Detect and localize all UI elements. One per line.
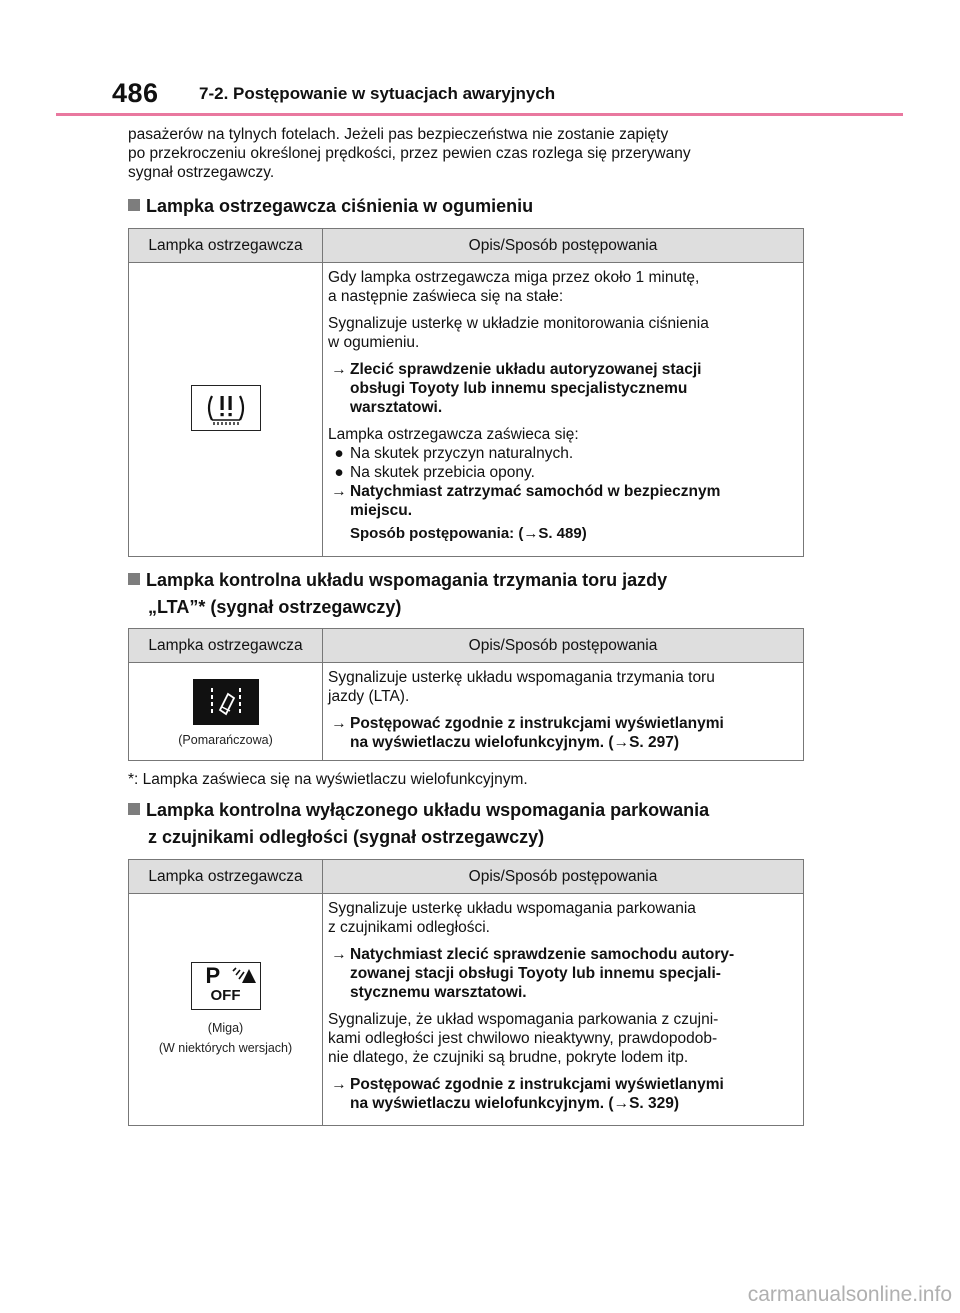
section-heading-parking-sensor: Lampka kontrolna wyłączonego układu wspomagania parkowania z czujnikami odległości (sygnał ostrzegawczy) [128,797,709,851]
arrow-right-icon: → [331,361,347,378]
column-header-description: Opis/Sposób postępowania [323,229,804,263]
description-text: Sygnalizuje usterkę układu wspomagania trzymania toru jazdy (LTA). [328,669,715,705]
section-heading-tire-pressure: Lampka ostrzegawcza ciśnienia w ogumieniu [128,193,533,220]
column-header-lamp: Lampka ostrzegawcza [129,629,323,663]
square-bullet-icon [128,199,140,211]
page-reference: Sposób postępowania: (→S. 489) [350,525,587,542]
arrow-right-icon: → [613,1095,630,1112]
description-cell [323,263,804,557]
action-instruction: → Natychmiast zatrzymać samochód w bezpiecznym miejscu. [328,482,795,520]
action-instruction: → Postępować zgodnie z instrukcjami wyświetlanymi na wyświetlaczu wielofunkcyjnym. (→S. 297) [328,714,795,752]
footnote: *: Lampka zaświeca się na wyświetlaczu wielofunkcyjnym. [128,771,528,788]
arrow-right-icon: → [523,525,539,542]
tire-pressure-warning-icon [191,385,261,431]
arrow-right-icon: → [331,715,347,732]
description-text: Sygnalizuje usterkę układu wspomagania parkowania z czujnikami odległości. [328,900,696,936]
lamp-caption: (W niektórych wersjach) [158,1041,293,1055]
column-header-description: Opis/Sposób postępowania [323,629,804,663]
lane-tracing-assist-icon [193,679,259,725]
chapter-title: 7-2. Postępowanie w sytuacjach awaryjnych [199,84,556,103]
header-rule [56,113,903,116]
square-bullet-icon [128,573,140,585]
parking-letter: P [205,963,221,988]
description-text: Sygnalizuje usterkę w układzie monitorowania ciśnienia w ogumieniu. [328,315,709,351]
description-cell [323,663,804,761]
list-item: ● Na skutek przyczyn naturalnych. [328,444,795,463]
list-item: ● Na skutek przebicia opony. [328,463,795,482]
page-number: 486 [112,78,159,108]
off-label: OFF [210,987,241,1004]
intro-paragraph: pasażerów na tylnych fotelach. Jeżeli pas bezpieczeństwa nie zostanie zapięty po przekroczeniu określonej prędkości, przez pewien czas rozlega się przerywany sygnał ostrzegawczy. [128,126,691,181]
parking-sensor-table [128,859,804,1126]
section-heading-lta: Lampka kontrolna układu wspomagania trzymania toru jazdy „LTA”* (sygnał ostrzegawczy) [128,567,667,621]
description-text: Lampka ostrzegawcza zaświeca się: [328,426,579,443]
lamp-caption: (Miga) [207,1021,244,1035]
arrow-right-icon: → [331,946,347,963]
square-bullet-icon [128,803,140,815]
lta-table [128,628,804,761]
lamp-cell [129,663,323,761]
lamp-cell [129,894,323,1126]
description-text: Gdy lampka ostrzegawcza miga przez około 1 minutę, a następnie zaświeca się na stałe: [328,269,700,305]
action-instruction: → Zlecić sprawdzenie układu autoryzowanej stacji obsługi Toyoty lub innemu specjalistycznemu warsztatowi. [328,360,795,417]
action-instruction: → Natychmiast zlecić sprawdzenie samochodu autory- zowanej stacji obsługi Toyoty lub innemu specjali- stycznemu warsztatowi. [328,945,795,1002]
column-header-description: Opis/Sposób postępowania [323,860,804,894]
lamp-cell [129,263,323,557]
bullet-icon: ● [334,445,344,462]
lamp-caption: (Pomarańczowa) [178,732,273,747]
arrow-right-icon: → [331,1076,347,1093]
page-header [0,0,960,118]
column-header-lamp: Lampka ostrzegawcza [129,229,323,263]
action-instruction: → Postępować zgodnie z instrukcjami wyświetlanymi na wyświetlaczu wielofunkcyjnym. (→S. 329) [328,1075,795,1113]
column-header-lamp: Lampka ostrzegawcza [129,860,323,894]
description-text: Sygnalizuje, że układ wspomagania parkowania z czujni- kami odległości jest chwilowo nieaktywny, prawdopodob- nie dlatego, że czujniki są brudne, pokryte lodem itp. [328,1011,719,1066]
arrow-right-icon: → [331,483,347,500]
description-cell [323,894,804,1126]
watermark: carmanualsonline.info [747,1283,952,1306]
tire-pressure-table [128,228,804,557]
bullet-icon: ● [334,464,344,481]
parking-sensor-off-icon [191,962,261,1010]
arrow-right-icon: → [613,734,630,751]
